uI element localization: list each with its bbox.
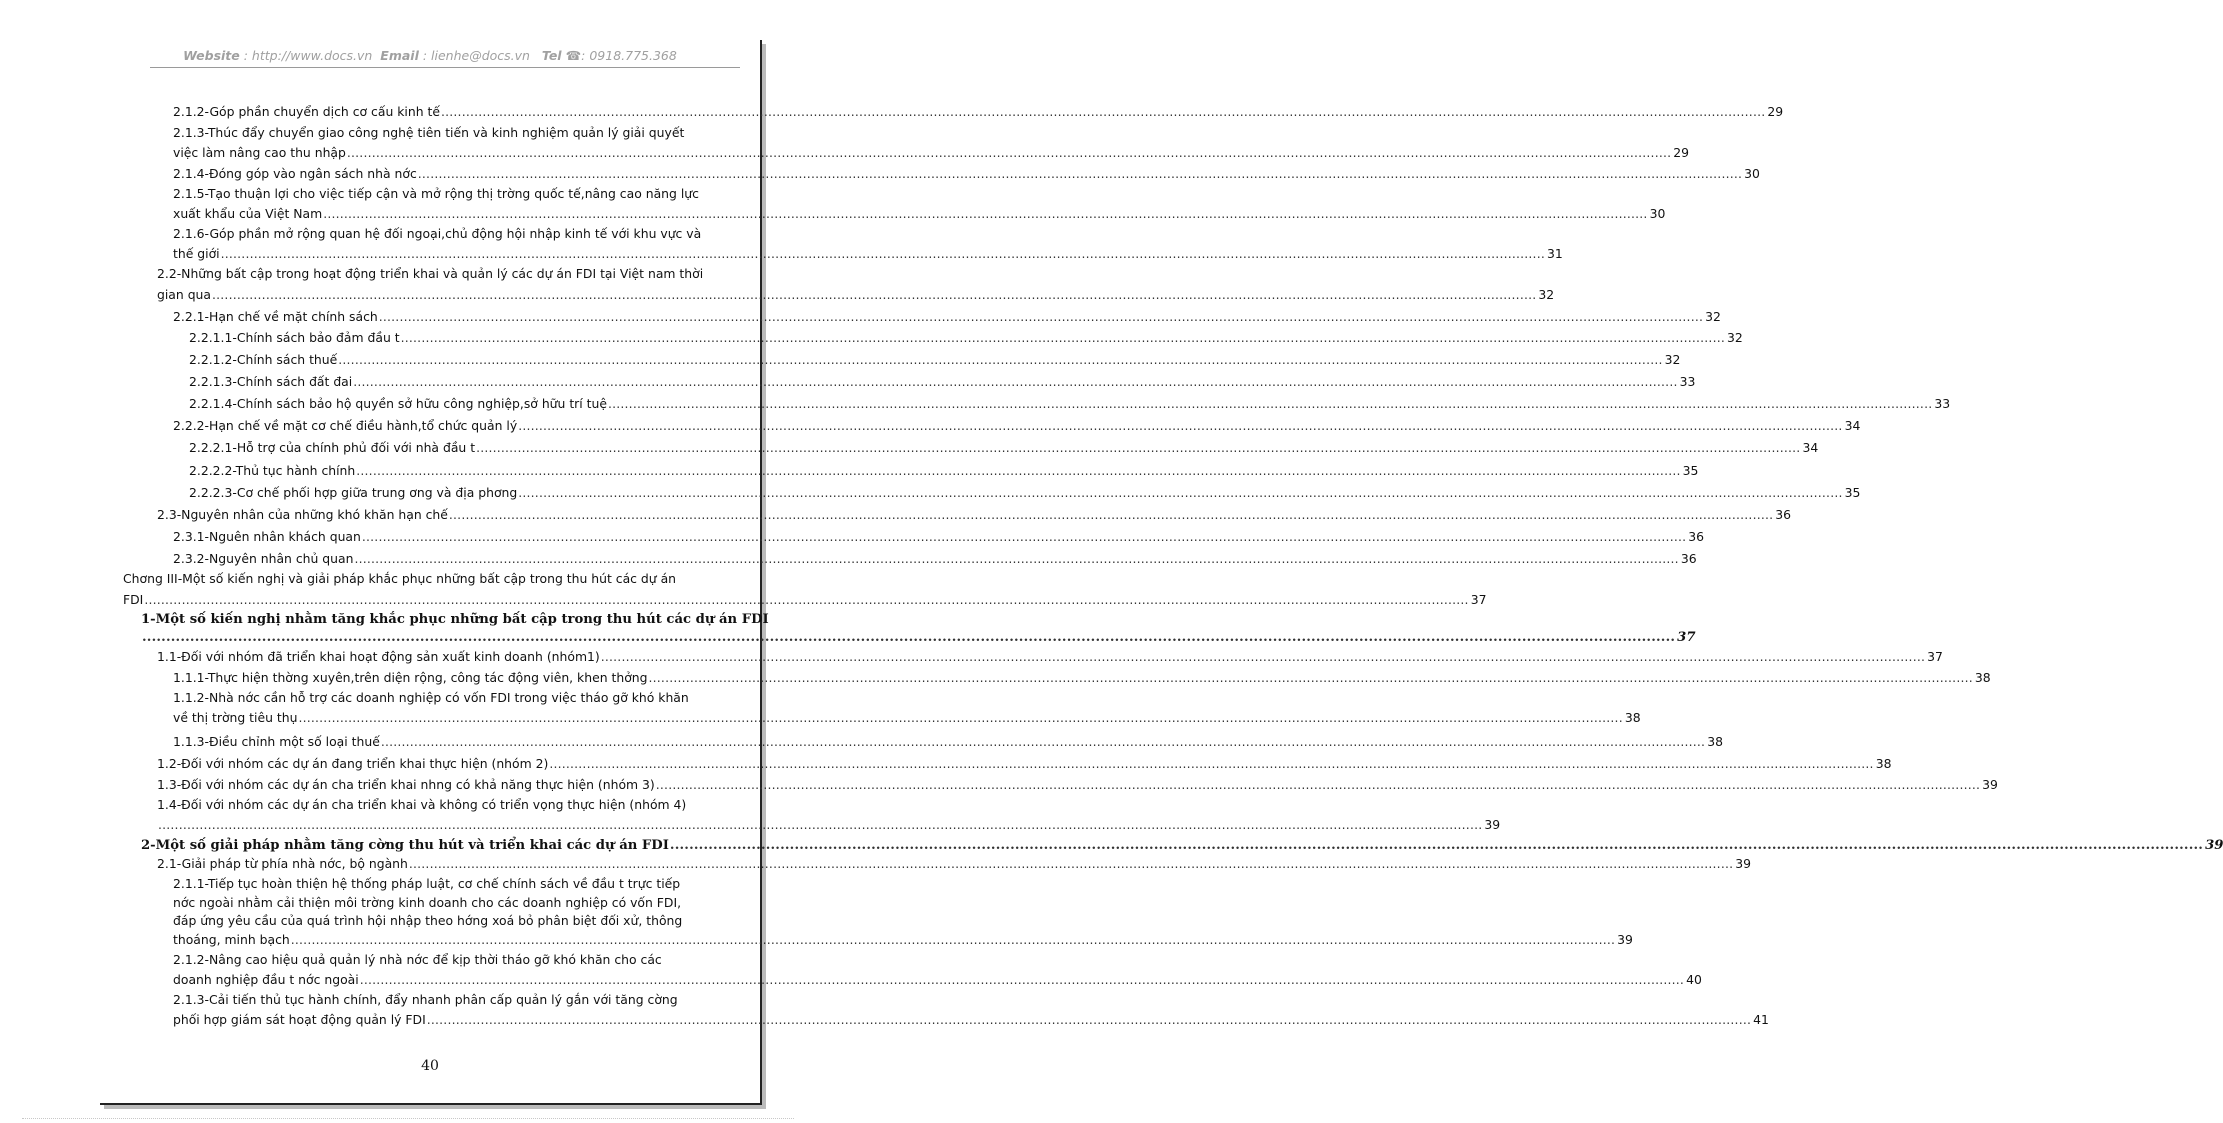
toc-entry-page: 39 bbox=[1982, 777, 1998, 792]
toc-entry[interactable] bbox=[157, 649, 1943, 665]
toc-entry[interactable] bbox=[189, 396, 1951, 412]
toc-entry[interactable] bbox=[141, 838, 2223, 854]
toc-entry-line1: 2.1.5-Tạo thuận lợi cho việc tiếp cận và mở rộng thị trờng quốc tế,nâng cao năng lực bbox=[173, 186, 699, 201]
toc-entry-title: 1.1-Đối với nhóm đã triển khai hoạt động sản xuất kinh doanh (nhóm1) bbox=[157, 649, 600, 664]
email-label: Email bbox=[380, 48, 419, 63]
toc-entry[interactable] bbox=[189, 463, 1699, 479]
toc-entry-page: 41 bbox=[1753, 1012, 1769, 1027]
toc-entry-title: FDI bbox=[123, 592, 144, 607]
toc-entry-title: 1.2-Đối với nhóm các dự án đang triển khai thực hiện (nhóm 2) bbox=[157, 756, 549, 771]
toc-entry-page: 40 bbox=[1686, 972, 1702, 987]
toc-entry[interactable] bbox=[173, 972, 1702, 988]
toc-leader bbox=[449, 507, 1773, 523]
toc-entry-line2: nớc ngoài nhằm cải thiện môi trờng kinh doanh cho các doanh nghiệp có vốn FDI, bbox=[173, 895, 682, 910]
toc-leader bbox=[158, 817, 1482, 833]
toc-leader bbox=[670, 838, 2203, 854]
toc-entry[interactable] bbox=[173, 1012, 1769, 1028]
toc-entry[interactable] bbox=[173, 309, 1721, 325]
toc-entry-line1: 2.2-Những bất cập trong hoạt động triển khai và quản lý các dự án FDI tại Việt nam thời bbox=[157, 266, 704, 281]
toc-entry-title: 2.1.2-Góp phần chuyển dịch cơ cấu kinh tế bbox=[173, 104, 440, 119]
toc-entry-title: 2.2.1.2-Chính sách thuế bbox=[189, 352, 338, 367]
toc-entry-page: 38 bbox=[1707, 734, 1723, 749]
toc-entry[interactable] bbox=[173, 104, 1784, 120]
page-number: 40 bbox=[421, 1058, 439, 1074]
toc-entry[interactable] bbox=[173, 710, 1641, 726]
toc-entry-title: 2.3.1-Nguên nhân khách quan bbox=[173, 529, 361, 544]
toc-leader bbox=[142, 630, 1675, 646]
toc-entry-page: 30 bbox=[1649, 206, 1666, 221]
toc-leader bbox=[649, 670, 1973, 686]
toc-entry[interactable] bbox=[189, 330, 1743, 346]
toc-entry-title: 2.2.1-Hạn chế về mặt chính sách bbox=[173, 309, 378, 324]
toc-leader bbox=[656, 777, 1980, 793]
toc-entry-page: 38 bbox=[1624, 710, 1641, 725]
toc-entry-line1: Chơng III-Một số kiến nghị và giải pháp khắc phục những bất cập trong thu hút các dự án bbox=[123, 571, 677, 586]
toc-leader bbox=[298, 710, 1622, 726]
toc-entry-page: 38 bbox=[1974, 670, 1991, 685]
toc-entry-page: 39 bbox=[1484, 817, 1501, 832]
toc-leader bbox=[608, 396, 1932, 412]
toc-entry-page: 36 bbox=[1775, 507, 1792, 522]
toc-entry-line1: 2.1.2-Nâng cao hiệu quả quản lý nhà nớc để kịp thời tháo gỡ khó khăn cho các bbox=[173, 952, 662, 967]
toc-entry-page: 37 bbox=[1927, 649, 1943, 664]
toc-entry-page: 36 bbox=[1688, 529, 1705, 544]
toc-entry[interactable] bbox=[157, 817, 1501, 833]
toc-entry-page: 31 bbox=[1546, 246, 1563, 261]
toc-entry[interactable] bbox=[173, 166, 1760, 182]
toc-entry-page: 35 bbox=[1844, 485, 1861, 500]
toc-entry-page: 29 bbox=[1767, 104, 1784, 119]
toc-entry[interactable] bbox=[189, 440, 1819, 456]
toc-entry-page: 37 bbox=[1470, 592, 1487, 607]
toc-entry-title: 2.1.4-Đóng góp vào ngân sách nhà nớc bbox=[173, 166, 417, 181]
toc-entry-title: gian qua bbox=[157, 287, 212, 302]
toc-leader bbox=[356, 463, 1680, 479]
website-text: : http://www.docs.vn bbox=[243, 48, 373, 63]
toc-entry-title: 2.3-Nguyên nhân của những khó khăn hạn chế bbox=[157, 507, 448, 522]
toc-entry-title: 2.2.2.3-Cơ chế phối hợp giữa trung ơng và địa phơng bbox=[189, 485, 518, 500]
toc-entry[interactable] bbox=[157, 287, 1555, 303]
toc-entry-title: 2-Một số giải pháp nhằm tăng cờng thu hút và triển khai các dự án FDI bbox=[141, 838, 669, 853]
toc-entry[interactable] bbox=[173, 529, 1705, 545]
toc-entry-page: 35 bbox=[1682, 463, 1699, 478]
toc-entry[interactable] bbox=[173, 145, 1690, 161]
toc-entry-page: 39 bbox=[2205, 838, 2223, 853]
toc-entry-line1: 2.1.3-Thúc đẩy chuyển giao công nghệ tiên tiến và kinh nghiệm quản lý giải quyết bbox=[173, 125, 685, 140]
toc-leader bbox=[379, 309, 1703, 325]
toc-entry[interactable] bbox=[173, 206, 1666, 222]
toc-leader bbox=[409, 856, 1733, 872]
toc-entry-title: thế giới bbox=[173, 246, 220, 261]
toc-entry-page: 39 bbox=[1617, 932, 1633, 947]
toc-entry[interactable] bbox=[189, 485, 1861, 501]
toc-leader bbox=[212, 287, 1536, 303]
toc-entry-title: 1.1.3-Điều chỉnh một số loại thuế bbox=[173, 734, 380, 749]
toc-entry-page: 39 bbox=[1735, 856, 1752, 871]
toc-leader bbox=[381, 734, 1705, 750]
toc-entry-title: việc làm nâng cao thu nhập bbox=[173, 145, 346, 160]
toc-entry-page: 34 bbox=[1802, 440, 1819, 455]
toc-leader bbox=[427, 1012, 1751, 1028]
toc-entry[interactable] bbox=[173, 932, 1633, 948]
toc-entry[interactable] bbox=[157, 756, 1892, 772]
email-text: : lienhe@docs.vn bbox=[422, 48, 530, 63]
toc-entry-title: phối hợp giám sát hoạt động quản lý FDI bbox=[173, 1012, 426, 1027]
toc-entry-line1: 2.1.6-Góp phần mở rộng quan hệ đối ngoại,chủ động hội nhập kinh tế với khu vực và bbox=[173, 226, 702, 241]
website-label: Website bbox=[183, 48, 240, 63]
toc-leader bbox=[354, 551, 1678, 567]
toc-leader bbox=[291, 932, 1615, 948]
toc-entry-title: 2.2.1.1-Chính sách bảo đảm đầu t bbox=[189, 330, 400, 345]
toc-entry[interactable] bbox=[173, 551, 1697, 567]
toc-leader bbox=[144, 592, 1468, 608]
toc-leader bbox=[353, 374, 1677, 390]
toc-entry-title: 2.1-Giải pháp từ phía nhà nớc, bộ ngành bbox=[157, 856, 408, 871]
toc-leader bbox=[401, 330, 1725, 346]
tel-label: Tel bbox=[541, 48, 562, 63]
toc-leader bbox=[476, 440, 1800, 456]
toc-entry-title: về thị trờng tiêu thụ bbox=[173, 710, 298, 725]
toc-entry[interactable] bbox=[173, 418, 1861, 434]
toc-entry[interactable] bbox=[173, 246, 1563, 262]
toc-entry[interactable] bbox=[157, 777, 1998, 793]
toc-leader bbox=[518, 418, 1842, 434]
toc-entry-title: 2.2.1.4-Chính sách bảo hộ quyền sở hữu công nghiệp,sở hữu trí tuệ bbox=[189, 396, 607, 411]
toc-entry[interactable] bbox=[141, 630, 1696, 646]
toc-entry-page: 33 bbox=[1679, 374, 1696, 389]
toc-entry-line1: 1-Một số kiến nghị nhằm tăng khắc phục những bất cập trong thu hút các dự án FDI bbox=[141, 612, 769, 627]
toc-entry-page: 38 bbox=[1875, 756, 1892, 771]
toc-leader bbox=[362, 529, 1686, 545]
toc-entry-title: 1.1.1-Thực hiện thờng xuyên,trên diện rộng, công tác động viên, khen thởng bbox=[173, 670, 648, 685]
toc-entry-title: thoáng, minh bạch bbox=[173, 932, 290, 947]
toc-leader bbox=[221, 246, 1545, 262]
toc-entry-line1: 1.4-Đối với nhóm các dự án cha triển khai và không có triển vọng thực hiện (nhóm 4) bbox=[157, 797, 687, 812]
toc-leader bbox=[518, 485, 1842, 501]
toc-entry[interactable] bbox=[189, 352, 1681, 368]
toc-leader bbox=[347, 145, 1671, 161]
toc-leader bbox=[338, 352, 1662, 368]
toc-leader bbox=[601, 649, 1925, 665]
toc-entry-page: 36 bbox=[1680, 551, 1697, 566]
toc-entry-title: 2.2.2.2-Thủ tục hành chính bbox=[189, 463, 356, 478]
toc-entry-line3: đáp ứng yêu cầu của quá trình hội nhập theo hớng xoá bỏ phân biệt đối xử, thông bbox=[173, 913, 683, 928]
toc-entry-line1: 1.1.2-Nhà nớc cần hỗ trợ các doanh nghiệp có vốn FDI trong việc tháo gỡ khó khăn bbox=[173, 690, 689, 705]
toc-leader bbox=[323, 206, 1647, 222]
toc-entry-page: 37 bbox=[1677, 630, 1696, 645]
toc-leader bbox=[360, 972, 1684, 988]
toc-leader bbox=[441, 104, 1765, 120]
toc-entry[interactable] bbox=[173, 734, 1723, 750]
toc-entry[interactable] bbox=[157, 507, 1792, 523]
toc-entry[interactable] bbox=[189, 374, 1696, 390]
toc-entry-title: doanh nghiệp đầu t nớc ngoài bbox=[173, 972, 359, 987]
toc-entry-page: 34 bbox=[1844, 418, 1861, 433]
toc-leader bbox=[549, 756, 1873, 772]
toc-entry-page: 32 bbox=[1538, 287, 1555, 302]
toc-entry-title: 2.3.2-Nguyên nhân chủ quan bbox=[173, 551, 354, 566]
toc-entry-line1: 2.1.3-Cải tiến thủ tục hành chính, đẩy nhanh phân cấp quản lý gắn với tăng cờng bbox=[173, 992, 678, 1007]
toc-entry[interactable] bbox=[123, 592, 1487, 608]
toc-entry-title: 2.2.2.1-Hỗ trợ của chính phủ đối với nhà đầu t bbox=[189, 440, 476, 455]
toc-entry-title: 1.3-Đối với nhóm các dự án cha triển khai nhng có khả năng thực hiện (nhóm 3) bbox=[157, 777, 655, 792]
toc-entry-page: 30 bbox=[1744, 166, 1760, 181]
toc-entry-page: 32 bbox=[1705, 309, 1721, 324]
toc-entry-page: 33 bbox=[1934, 396, 1951, 411]
toc-entry-page: 32 bbox=[1664, 352, 1681, 367]
toc-entry[interactable] bbox=[157, 856, 1752, 872]
toc-entry-page: 32 bbox=[1727, 330, 1743, 345]
toc-entry-line1: 2.1.1-Tiếp tục hoàn thiện hệ thống pháp luật, cơ chế chính sách về đầu t trực tiếp bbox=[173, 876, 681, 891]
toc-entry-page: 29 bbox=[1673, 145, 1690, 160]
toc-entry-title: 2.2.1.3-Chính sách đất đai bbox=[189, 374, 353, 389]
toc-entry[interactable] bbox=[173, 670, 1991, 686]
toc-entry-title: xuất khẩu của Việt Nam bbox=[173, 206, 323, 221]
tel-text: ☎: 0918.775.368 bbox=[565, 48, 677, 63]
toc-entry-title: 2.2.2-Hạn chế về mặt cơ chế điều hành,tổ chức quản lý bbox=[173, 418, 518, 433]
toc-leader bbox=[418, 166, 1742, 182]
